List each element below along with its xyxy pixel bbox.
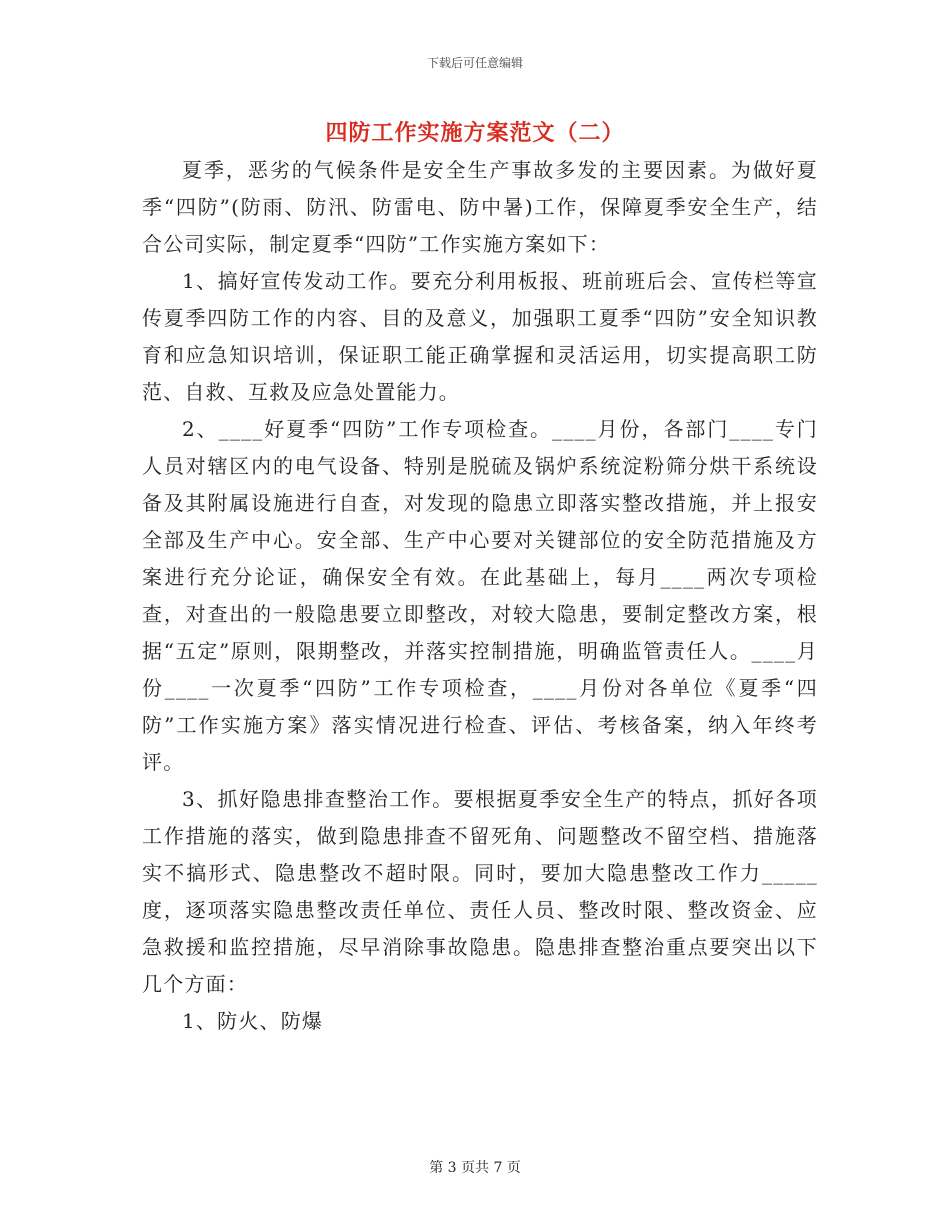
- document-title: 四防工作实施方案范文（二）: [325, 121, 625, 146]
- paragraph-item-2-inspection: 2、____好夏季“四防”工作专项检查。____月份，各部门____专门人员对辖区内的电气设备、特别是脱硫及锅炉系统淀粉筛分烘干系统设备及其附属设施进行自查，对发现的隐患立即落实整改措施，并上报安全部及生产中心。安全部、生产中心要对关键部位的安全防范措施及方案进行充分论证，确保安全有效。在此基础上，每月____两次专项检查，对查出的一般隐患要立即整改，对较大隐患，要制定整改方案，根据“五定”原则，限期整改，并落实控制措施，明确监管责任人。____月份____一次夏季“四防”工作专项检查，____月份对各单位《夏季“四防”工作实施方案》落实情况进行检查、评估、考核备案，纳入年终考评。: [142, 417, 818, 774]
- page-footer: 第 3 页共 7 页: [429, 1160, 521, 1176]
- paragraph-intro: 夏季，恶劣的气候条件是安全生产事故多发的主要因素。为做好夏季“四防”(防雨、防汛、防雷电、防中暑)工作，保障夏季安全生产，结合公司实际，制定夏季“四防”工作实施方案如下：: [142, 158, 818, 256]
- paragraph-item-3-hazard: 3、抓好隐患排查整治工作。要根据夏季安全生产的特点，抓好各项工作措施的落实，做到隐患排查不留死角、问题整改不留空档、措施落实不搞形式、隐患整改不超时限。同时，要加大隐患整改工作力_____度，逐项落实隐患整改责任单位、责任人员、整改时限、整改资金、应急救援和监控措施，尽早消除事故隐患。隐患排查整治重点要突出以下几个方面：: [142, 787, 818, 996]
- document-body: [142, 152, 818, 1040]
- paragraph-subitem-fire: 1、防火、防爆: [182, 1009, 324, 1033]
- paragraph-item-1-publicity: 1、搞好宣传发动工作。要充分利用板报、班前班后会、宣传栏等宣传夏季四防工作的内容、目的及意义，加强职工夏季“四防”安全知识教育和应急知识培训，保证职工能正确掌握和灵活运用，切实提高职工防范、自救、互救及应急处置能力。: [142, 269, 818, 404]
- header-note: 下载后可任意编辑: [426, 56, 523, 70]
